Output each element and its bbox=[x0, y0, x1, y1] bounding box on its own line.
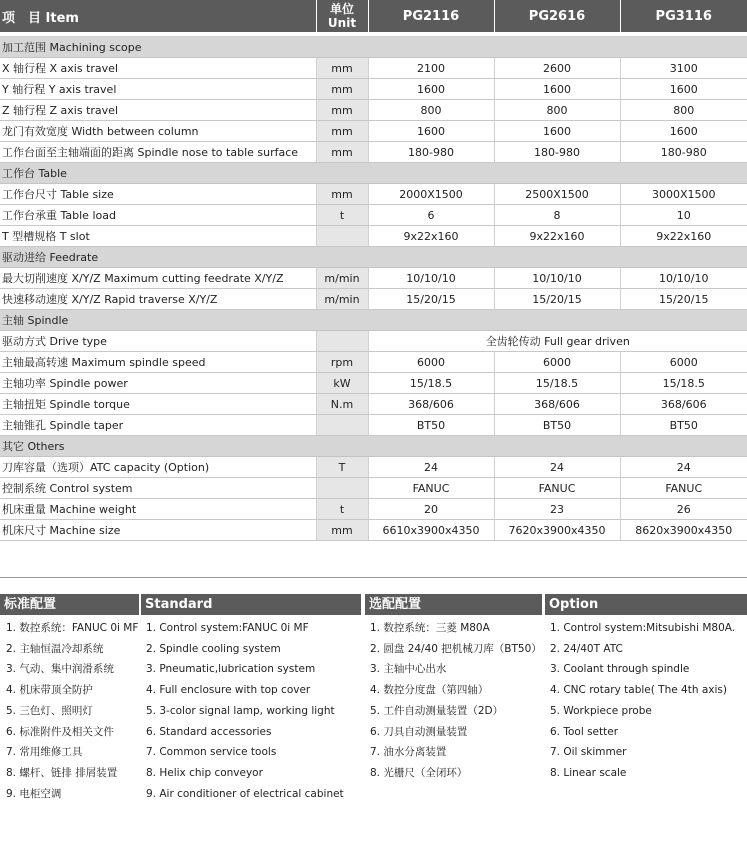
list-item: 4. CNC rotary table( The 4th axis) bbox=[550, 684, 727, 697]
row-label: 工作台面至主轴端面的距离 Spindle nose to table surface bbox=[0, 142, 316, 163]
section-title: 驱动进给 Feedrate bbox=[0, 247, 747, 268]
row-label: 主轴最高转速 Maximum spindle speed bbox=[0, 352, 316, 373]
list-item: 1. Control system:FANUC 0i MF bbox=[146, 622, 309, 634]
row-unit bbox=[316, 415, 368, 436]
table-row bbox=[0, 58, 747, 79]
table-row bbox=[0, 121, 747, 142]
header-unit bbox=[316, 0, 368, 32]
row-value: BT50 bbox=[494, 415, 620, 436]
row-value: 1600 bbox=[494, 79, 620, 100]
row-value: 368/606 bbox=[368, 394, 494, 415]
row-value: 24 bbox=[620, 457, 747, 478]
row-value: 24 bbox=[494, 457, 620, 478]
list-item: 5. 3-color signal lamp, working light bbox=[146, 704, 335, 717]
row-unit: t bbox=[316, 499, 368, 520]
row-value: 368/606 bbox=[494, 394, 620, 415]
standard-cn-list bbox=[6, 618, 138, 804]
row-value: 1600 bbox=[368, 79, 494, 100]
table-row bbox=[0, 205, 747, 226]
table-row bbox=[0, 226, 747, 247]
row-value: 1600 bbox=[620, 121, 747, 142]
list-item: 4. Full enclosure with top cover bbox=[146, 684, 311, 697]
list-item: 7. 油水分离装置 bbox=[370, 746, 447, 759]
row-label: 龙门有效宽度 Width between column bbox=[0, 121, 316, 142]
row-value: 10/10/10 bbox=[368, 268, 494, 289]
row-label: 最大切削速度 X/Y/Z Maximum cutting feedrate X/Y/Z bbox=[0, 268, 316, 289]
list-item: 4. 机床带顶全防护 bbox=[6, 684, 93, 697]
row-value: 1600 bbox=[620, 79, 747, 100]
row-label: 刀库容量（选项）ATC capacity (Option) bbox=[0, 457, 316, 478]
list-item: 1. 数控系统：FANUC 0i MF bbox=[6, 622, 139, 634]
option-cn-list bbox=[370, 618, 542, 784]
row-value: 6000 bbox=[368, 352, 494, 373]
row-value: 26 bbox=[620, 499, 747, 520]
row-value: 8 bbox=[494, 205, 620, 226]
row-value: 15/20/15 bbox=[368, 289, 494, 310]
row-value: 3100 bbox=[620, 58, 747, 79]
list-item: 7. Common service tools bbox=[146, 746, 277, 759]
row-value: 9x22x160 bbox=[368, 226, 494, 247]
section-row bbox=[0, 37, 747, 58]
row-unit: mm bbox=[316, 142, 368, 163]
row-value: 15/20/15 bbox=[494, 289, 620, 310]
list-item: 3. Pneumatic,lubrication system bbox=[146, 663, 316, 676]
row-unit: T bbox=[316, 457, 368, 478]
section-row bbox=[0, 310, 747, 331]
table-row bbox=[0, 268, 747, 289]
row-unit: m/min bbox=[316, 268, 368, 289]
table-row bbox=[0, 184, 747, 205]
row-value-span: 全齿轮传动 Full gear driven bbox=[368, 331, 747, 352]
row-unit: mm bbox=[316, 58, 368, 79]
list-item: 2. Spindle cooling system bbox=[146, 642, 281, 655]
row-value: 800 bbox=[494, 100, 620, 121]
row-label: 主轴扭矩 Spindle torque bbox=[0, 394, 316, 415]
list-item: 2. 主轴恒温冷却系统 bbox=[6, 642, 104, 655]
row-label: Z 轴行程 Z axis travel bbox=[0, 100, 316, 121]
row-value: 180-980 bbox=[494, 142, 620, 163]
list-item: 8. 光栅尺（全闭环） bbox=[370, 766, 468, 779]
section-row bbox=[0, 247, 747, 268]
row-label: 驱动方式 Drive type bbox=[0, 331, 316, 352]
row-value: 6610x3900x4350 bbox=[368, 520, 494, 541]
row-unit: rpm bbox=[316, 352, 368, 373]
row-value: 23 bbox=[494, 499, 620, 520]
row-value: 8620x3900x4350 bbox=[620, 520, 747, 541]
row-label: 主轴功率 Spindle power bbox=[0, 373, 316, 394]
row-unit: mm bbox=[316, 100, 368, 121]
row-label: 机床重量 Machine weight bbox=[0, 499, 316, 520]
list-item: 1. Control system:Mitsubishi M80A. bbox=[550, 622, 736, 634]
row-value: 2000X1500 bbox=[368, 184, 494, 205]
row-value: 15/18.5 bbox=[368, 373, 494, 394]
row-label: 控制系统 Control system bbox=[0, 478, 316, 499]
row-value: 10 bbox=[620, 205, 747, 226]
row-value: 3000X1500 bbox=[620, 184, 747, 205]
row-value: 6000 bbox=[494, 352, 620, 373]
row-label: 机床尺寸 Machine size bbox=[0, 520, 316, 541]
section-row bbox=[0, 436, 747, 457]
row-value: 800 bbox=[620, 100, 747, 121]
row-unit: m/min bbox=[316, 289, 368, 310]
table-row bbox=[0, 100, 747, 121]
row-value: 180-980 bbox=[368, 142, 494, 163]
list-item: 2. 24/40T ATC bbox=[550, 642, 623, 655]
row-unit: t bbox=[316, 205, 368, 226]
row-label: 快速移动速度 X/Y/Z Rapid traverse X/Y/Z bbox=[0, 289, 316, 310]
list-item: 8. Linear scale bbox=[550, 766, 627, 779]
list-item: 9. Air conditioner of electrical cabinet bbox=[146, 787, 344, 800]
row-value: 15/18.5 bbox=[494, 373, 620, 394]
row-label: X 轴行程 X axis travel bbox=[0, 58, 316, 79]
row-unit: kW bbox=[316, 373, 368, 394]
option-en-list bbox=[550, 618, 735, 784]
row-value: 800 bbox=[368, 100, 494, 121]
section-title: 其它 Others bbox=[0, 436, 747, 457]
table-row bbox=[0, 289, 747, 310]
section-title: 工作台 Table bbox=[0, 163, 747, 184]
spec-body bbox=[0, 32, 747, 541]
row-value: BT50 bbox=[368, 415, 494, 436]
row-value: 20 bbox=[368, 499, 494, 520]
section-divider bbox=[0, 577, 747, 578]
section-row bbox=[0, 163, 747, 184]
row-value: 2500X1500 bbox=[494, 184, 620, 205]
header-model: PG2116 bbox=[368, 0, 494, 32]
list-item: 7. Oil skimmer bbox=[550, 746, 627, 759]
table-row bbox=[0, 457, 747, 478]
table-row bbox=[0, 520, 747, 541]
standard-cn-title: 标准配置 bbox=[0, 594, 139, 615]
row-value: 7620x3900x4350 bbox=[494, 520, 620, 541]
row-value: FANUC bbox=[368, 478, 494, 499]
row-unit: N.m bbox=[316, 394, 368, 415]
list-item: 1. 数控系统：三菱 M80A bbox=[370, 622, 490, 634]
section-title: 加工范围 Machining scope bbox=[0, 37, 747, 58]
row-unit: mm bbox=[316, 520, 368, 541]
row-value: 9x22x160 bbox=[494, 226, 620, 247]
list-item: 5. 工件自动测量装置（2D） bbox=[370, 704, 504, 717]
option-cn-title: 选配配置 bbox=[365, 594, 542, 615]
table-row bbox=[0, 478, 747, 499]
row-value: 180-980 bbox=[620, 142, 747, 163]
option-en-title: Option bbox=[545, 594, 747, 615]
table-row bbox=[0, 331, 747, 352]
row-label: Y 轴行程 Y axis travel bbox=[0, 79, 316, 100]
list-item: 6. 刀具自动测量装置 bbox=[370, 725, 468, 738]
list-item: 3. 气动、集中润滑系统 bbox=[6, 663, 114, 676]
list-item: 5. 三色灯、照明灯 bbox=[6, 704, 93, 717]
list-item: 3. 主轴中心出水 bbox=[370, 663, 447, 676]
table-row bbox=[0, 373, 747, 394]
row-label: 主轴锥孔 Spindle taper bbox=[0, 415, 316, 436]
row-unit bbox=[316, 331, 368, 352]
list-item: 8. Helix chip conveyor bbox=[146, 766, 263, 779]
table-row bbox=[0, 142, 747, 163]
list-item: 8. 螺杆、链排 排屑装置 bbox=[6, 766, 118, 779]
row-value: FANUC bbox=[494, 478, 620, 499]
row-unit: mm bbox=[316, 121, 368, 142]
row-value: 10/10/10 bbox=[494, 268, 620, 289]
list-item: 5. Workpiece probe bbox=[550, 704, 652, 717]
row-value: 9x22x160 bbox=[620, 226, 747, 247]
table-row bbox=[0, 415, 747, 436]
row-value: 6000 bbox=[620, 352, 747, 373]
list-item: 6. Standard accessories bbox=[146, 725, 272, 738]
row-unit bbox=[316, 226, 368, 247]
section-title: 主轴 Spindle bbox=[0, 310, 747, 331]
list-item: 3. Coolant through spindle bbox=[550, 663, 690, 676]
header-model: PG2616 bbox=[494, 0, 620, 32]
row-value: 1600 bbox=[368, 121, 494, 142]
row-value: 2100 bbox=[368, 58, 494, 79]
list-item: 6. 标准附件及相关文件 bbox=[6, 725, 114, 738]
row-value: 15/18.5 bbox=[620, 373, 747, 394]
config-header bbox=[0, 594, 747, 615]
table-row bbox=[0, 499, 747, 520]
row-value: 368/606 bbox=[620, 394, 747, 415]
header-unit-cn: 单位 bbox=[329, 2, 354, 16]
row-value: FANUC bbox=[620, 478, 747, 499]
list-item: 7. 常用维修工具 bbox=[6, 746, 83, 759]
standard-en-list bbox=[146, 618, 344, 804]
row-unit: mm bbox=[316, 79, 368, 100]
list-item: 2. 圆盘 24/40 把机械刀库（BT50） bbox=[370, 642, 542, 655]
header-model: PG3116 bbox=[620, 0, 747, 32]
table-row bbox=[0, 394, 747, 415]
row-label: 工作台尺寸 Table size bbox=[0, 184, 316, 205]
row-value: 15/20/15 bbox=[620, 289, 747, 310]
row-label: T 型槽规格 T slot bbox=[0, 226, 316, 247]
header-unit-en: Unit bbox=[327, 16, 357, 30]
row-value: 2600 bbox=[494, 58, 620, 79]
list-item: 9. 电柜空调 bbox=[6, 787, 62, 800]
row-value: 6 bbox=[368, 205, 494, 226]
row-unit bbox=[316, 478, 368, 499]
spec-header-row bbox=[0, 0, 747, 32]
row-value: 10/10/10 bbox=[620, 268, 747, 289]
standard-en-title: Standard bbox=[141, 594, 361, 615]
list-item: 4. 数控分度盘（第四轴） bbox=[370, 684, 489, 697]
row-label: 工作台承重 Table load bbox=[0, 205, 316, 226]
row-value: 1600 bbox=[494, 121, 620, 142]
row-value: BT50 bbox=[620, 415, 747, 436]
row-value: 24 bbox=[368, 457, 494, 478]
list-item: 6. Tool setter bbox=[550, 725, 619, 738]
table-row bbox=[0, 79, 747, 100]
header-item: 项 目 Item bbox=[0, 0, 316, 32]
row-unit: mm bbox=[316, 184, 368, 205]
table-row bbox=[0, 352, 747, 373]
